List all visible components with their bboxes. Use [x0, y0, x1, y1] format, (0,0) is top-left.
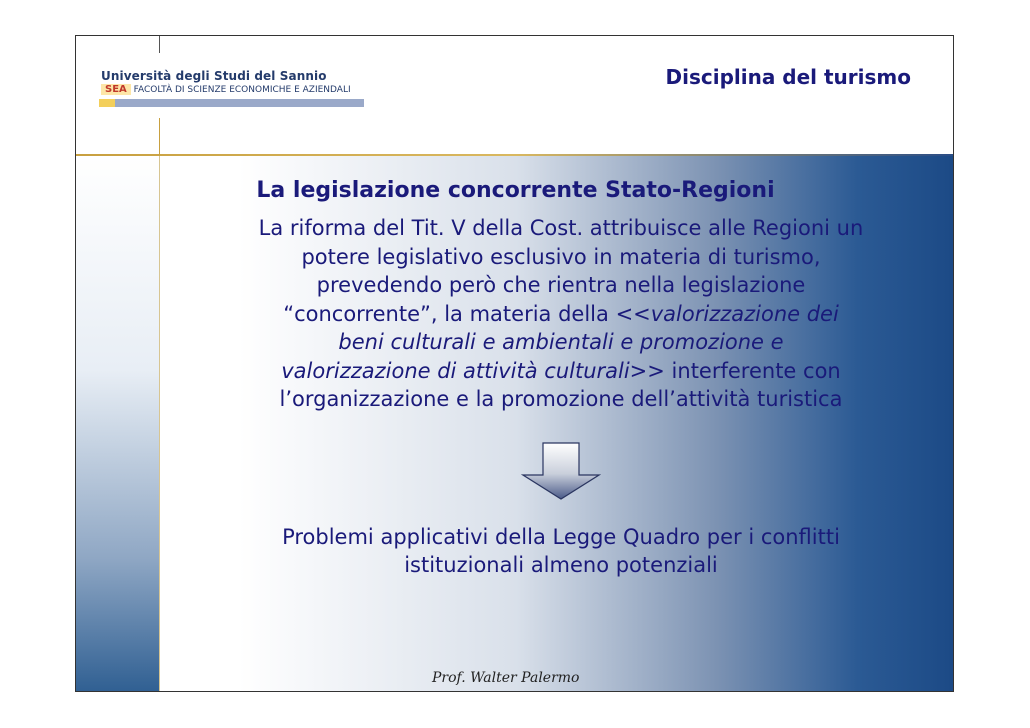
paragraph-line: [176, 300, 946, 329]
problem-line: Problemi applicativi della Legge Quadro per i conflitti: [282, 525, 840, 549]
paragraph-line: La riforma del Tit. V della Cost. attribuisce alle Regioni un: [258, 216, 864, 240]
divider-line: [159, 156, 160, 692]
content-title: La legislazione concorrente Stato-Regioni: [256, 178, 775, 203]
university-logo-text: Università degli Studi del Sannio: [101, 69, 327, 83]
italic-text: <<valorizzazione dei: [615, 301, 839, 326]
paragraph-line: [176, 357, 946, 386]
paragraph-line: beni culturali e ambientali e promozione e: [338, 330, 784, 354]
problem-statement: [176, 523, 946, 579]
body-paragraph: [176, 214, 946, 414]
divider-line: [159, 36, 160, 53]
problem-line: istituzionali almeno potenziali: [404, 553, 718, 577]
footer-author: Prof. Walter Palermo: [432, 670, 580, 686]
logo-rule: [99, 99, 364, 107]
slide-title: Disciplina del turismo: [665, 65, 911, 89]
paragraph-text: interferente con: [664, 358, 841, 383]
down-arrow-icon: [521, 441, 601, 501]
slide: [75, 35, 954, 692]
italic-text: valorizzazione di attività culturali>>: [281, 358, 665, 383]
paragraph-line: potere legislativo esclusivo in materia di turismo,: [301, 244, 821, 269]
left-decorative-strip: [76, 155, 159, 692]
divider-line: [159, 118, 160, 158]
faculty-abbr: SEA: [101, 84, 131, 95]
paragraph-text: “concorrente”, la materia della: [283, 301, 616, 326]
faculty-name: FACOLTÀ DI SCIENZE ECONOMICHE E AZIENDALI: [133, 85, 351, 95]
paragraph-line: l’organizzazione e la promozione dell’attività turistica: [279, 387, 843, 411]
header-rule: [76, 154, 953, 156]
faculty-logo: [101, 84, 351, 95]
paragraph-line: prevedendo però che rientra nella legislazione: [316, 273, 806, 297]
